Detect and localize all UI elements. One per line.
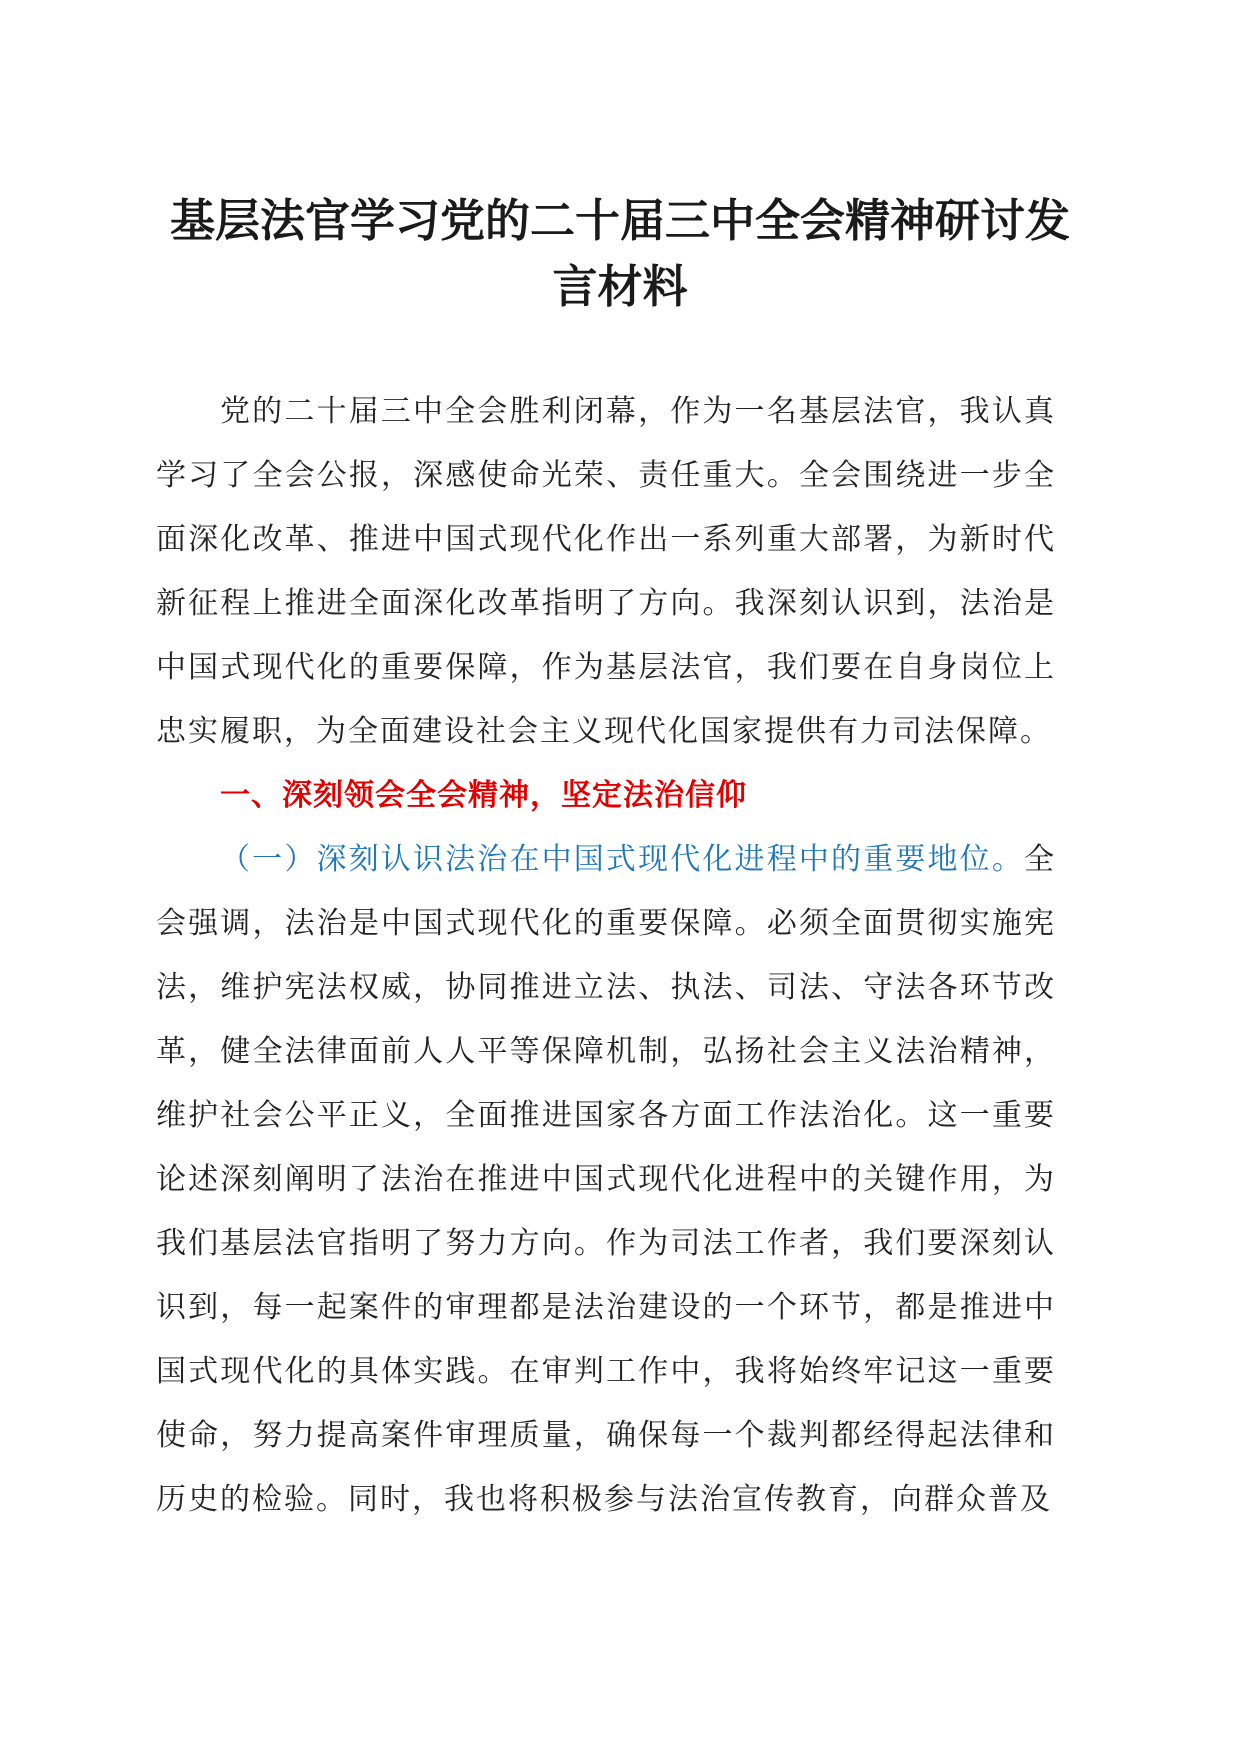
document-body: [156, 380, 1056, 1532]
subsection-body: 全会强调，法治是中国式现代化的重要保障。必须全面贯彻实施宪法，维护宪法权威，协同推进立法、执法、司法、守法各环节改革，健全法律面前人人平等保障机制，弘扬社会主义法治精神，维护社会公平正义，全面推进国家各方面工作法治化。这一重要论述深刻阐明了法治在推进中国式现代化进程中的关键作用，为我们基层法官指明了努力方向。作为司法工作者，我们要深刻认识到，每一起案件的审理都是法治建设的一个环节，都是推进中国式现代化的具体实践。在审判工作中，我将始终牢记这一重要使命，努力提高案件审理质量，确保每一个裁判都经得起法律和历史的检验。同时，我也将积极参与法治宣传教育，向群众普及: [156, 842, 1056, 1517]
subsection-heading: （一）深刻认识法治在中国式现代化进程中的重要地位。: [220, 842, 1024, 877]
document-title: 基层法官学习党的二十届三中全会精神研讨发言材料: [169, 194, 1070, 313]
intro-paragraph: 党的二十届三中全会胜利闭幕，作为一名基层法官，我认真学习了全会公报，深感使命光荣、责任重大。全会围绕进一步全面深化改革、推进中国式现代化作出一系列重大部署，为新时代新征程上推进全面深化改革指明了方向。我深刻认识到，法治是中国式现代化的重要保障，作为基层法官，我们要在自身岗位上忠实履职，为全面建设社会主义现代化国家提供有力司法保障。: [156, 394, 1056, 749]
section-heading: 一、深刻领会全会精神，坚定法治信仰: [220, 778, 747, 813]
subsection-paragraph: [156, 828, 1056, 1532]
